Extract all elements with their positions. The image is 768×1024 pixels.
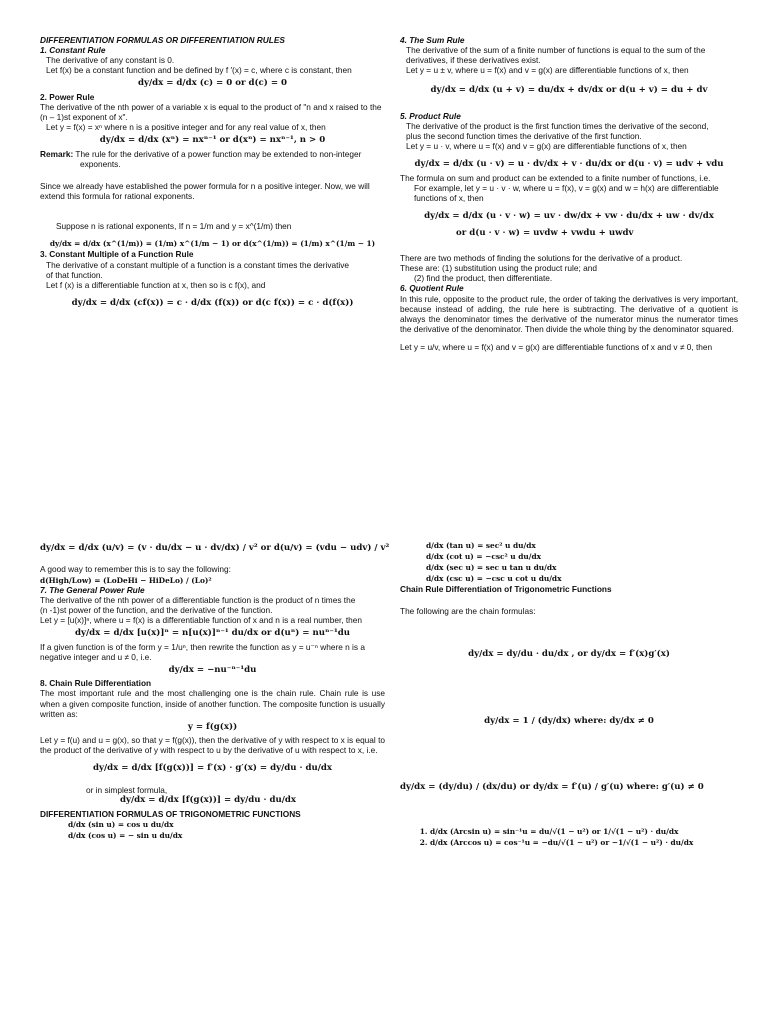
product-rule-text-4: The formula on sum and product can be extended to a finite number of functions, i.e. [400,172,711,183]
constant-multiple-heading: 3. Constant Multiple of a Function Rule [40,249,194,260]
chain-rule-text-2: Let y = f(u) and u = g(x), so that y = f(g(x)), then the derivative of y with respect to x is equal to the product of the derivative of y with respect to u by the derivative of u with respect to x, i.e. [40,735,385,756]
trig-cot-formula: d/dx (cot u) = −csc² u du/dx [426,552,542,562]
quotient-mnemonic-equation: d(High/Low) = (LoDeHi − HiDeLo) / (Lo)² [40,575,212,585]
general-power-text-3: Let y = [u(x)]ⁿ, where u = f(x) is a differentiable function of x and n is a real number, then [40,615,363,626]
general-power-text-4: If a given function is of the form y = 1/uⁿ, then rewrite the function as y = u⁻ⁿ where n is a negative integer and u ≠ 0, i.e. [40,641,365,662]
power-rule-heading: 2. Power Rule [40,91,95,102]
column-top-right [400,35,738,352]
product-rule-text-3: Let y = u · v, where u = f(x) and v = g(x) are differentiable functions of x, then [406,141,687,152]
constant-multiple-text-2: of that function. [46,269,103,280]
chain-rule-equation-1: y = f(g(x)) [187,721,238,732]
quotient-mnemonic [40,564,385,584]
chain-intro-text: The following are the chain formulas: [400,606,536,617]
general-power-text-2: (n -1)st power of the function, and the derivative of the function. [40,604,273,615]
quotient-mnemonic-text: A good way to remember this is to say the following: [40,564,231,575]
chain-trig-heading: Chain Rule Differentiation of Trigonometric Functions [400,584,612,595]
power-rule-equation: dy/dx = d/dx (xⁿ) = nxⁿ⁻¹ or d(xⁿ) = nxⁿ⁻¹, n > 0 [99,135,326,146]
product-rule-text-6: There are two methods of finding the solutions for the derivative of a product. [400,253,683,264]
trig-sin-formula: d/dx (sin u) = cos u du/dx [68,819,174,829]
quotient-rule-equation: dy/dx = d/dx (u/v) = (v · du/dx − u · dv/dx) / v² or d(u/v) = (vdu − udv) / v² [40,543,390,553]
sum-rule-text-1: The derivative of the sum of a finite number of functions is equal to the sum of the derivatives, if these derivatives exist. [406,45,706,66]
power-rule-text-2: Let y = f(x) = xⁿ where n is a positive integer and for any real value of x, then [46,122,326,133]
chain-rule-equation-3: dy/dx = d/dx [f(g(x))] = dy/du · du/dx [120,795,297,806]
constant-rule-text-2: Let f(x) be a constant function and be defined by f ′(x) = c, where c is constant, then [46,65,352,76]
sum-rule-equation: dy/dx = d/dx (u + v) = du/dx + dv/dx or d(u + v) = du + dv [430,85,708,96]
chain-formula-1: dy/dx = dy/du · du/dx , or dy/dx = f′(x)g′(x) [468,649,670,660]
trig-cos-formula: d/dx (cos u) = − sin u du/dx [68,830,183,840]
product-rule-heading: 5. Product Rule [400,110,461,121]
inverse-arcsin-formula: 1. d/dx (Arcsin u) = sin⁻¹u = du/√(1 − u²) or 1/√(1 − u²) · du/dx [430,826,738,837]
power-rule-text-3: Since we already have established the power formula for n a positive integer. Now, we will [40,181,370,192]
power-rule-text-4: extend this formula for rational exponents. [40,191,195,202]
constant-multiple-text-3: Let f (x) is a differentiable function at x, then so is c f(x), and [46,279,266,290]
general-power-rule-heading: 7. The General Power Rule [40,584,145,595]
constant-multiple-text-1: The derivative of a constant multiple of a function is a constant times the derivative [46,259,349,270]
column-bottom-right [400,540,738,848]
product-rule-text-5: For example, let y = u · v · w, where u = f(x), v = g(x) and w = h(x) are differentiable functions of x, then [414,182,719,204]
column-top-left [40,35,385,311]
chain-rule-text-1: The most important rule and the most challenging one is the chain rule. Chain rule is use when a given composite function, inside of another function. The composite function is usually written as: [40,688,385,719]
product-rule-text-2: plus the second function times the derivative of the first function. [406,131,642,142]
trig-sec-formula: d/dx (sec u) = sec u tan u du/dx [426,563,557,573]
quotient-rule-text-1: In this rule, opposite to the product rule, the order of taking the derivatives is very important, because instead of adding, the rule here is subtracting. The derivative of a quotient is always the denominator times the derivative of the numerator minus the numerator times the derivative of the denominator. Then divide the whole thing by the denominator squared. [400,293,738,334]
page-title: DIFFERENTIATION FORMULAS OR DIFFERENTIATION RULES [40,35,285,45]
chain-rule-equation-2: dy/dx = d/dx [f(g(x))] = f′(x) · g′(x) = dy/du · du/dx [93,763,332,774]
product-rule-equation: dy/dx = d/dx (u · v) = u · dv/dx + v · du/dx or d(u · v) = udv + vdu [414,159,724,170]
general-power-equation: dy/dx = d/dx [u(x)]ⁿ = n[u(x)]ⁿ⁻¹ du/dx or d(uⁿ) = nuⁿ⁻¹du [75,628,350,639]
chain-formula-3: dy/dx = (dy/du) / (dx/du) or dy/dx = f′(u) / g′(u) where: g′(u) ≠ 0 [400,782,704,793]
chain-formula-2: dy/dx = 1 / (dy/dx) where: dy/dx ≠ 0 [484,715,654,726]
constant-multiple-equation: dy/dx = d/dx (cf(x)) = c · d/dx (f(x)) or d(c f(x)) = c · d(f(x)) [71,297,354,308]
constant-rule-heading: 1. Constant Rule [40,45,106,56]
sum-rule-heading: 4. The Sum Rule [400,35,465,45]
quotient-rule-heading: 6. Quotient Rule [400,283,464,294]
power-rule-text-1: The derivative of the nth power of a variable x is equal to the product of "n and x raised to the (n – 1)st exponent of x". [40,102,382,123]
product-rule-equation-2: dy/dx = d/dx (u · v · w) = uv · dw/dx + vw · du/dx + uw · dv/dx [424,211,714,222]
quotient-rule-text-2: Let y = u/v, where u = f(x) and v = g(x) are differentiable functions of x and v ≠ 0, then [400,342,713,353]
trig-tan-formula: d/dx (tan u) = sec² u du/dx [426,541,536,550]
general-power-equation-2: dy/dx = −nu⁻ⁿ⁻¹du [168,664,257,675]
inverse-trig-list [400,826,738,848]
product-rule-text-8: (2) find the product, then differentiate. [414,273,553,284]
constant-rule-equation: dy/dx = d/dx (c) = 0 or d(c) = 0 [137,78,288,89]
constant-rule-text-1: The derivative of any constant is 0. [46,55,175,66]
product-rule-equation-3: or d(u · v · w) = uvdw + vwdu + uwdv [456,227,634,238]
power-rule-rational-equation: dy/dx = d/dx (x^(1/m)) = (1/m) x^(1/m − 1) or d(x^(1/m)) = (1/m) x^(1/m − 1) [49,239,376,249]
trig-heading: DIFFERENTIATION FORMULAS OF TRIGONOMETRIC FUNCTIONS [40,808,301,819]
inverse-arccos-formula: 2. d/dx (Arccos u) = cos⁻¹u = −du/√(1 − u²) or −1/√(1 − u²) · du/dx [430,837,738,848]
product-rule-text-7: These are: (1) substitution using the product rule; and [400,263,597,274]
column-bottom-left [40,540,390,841]
product-rule-text-1: The derivative of the product is the first function times the derivative of the second, [406,121,709,132]
power-rule-remark: Remark: The rule for the derivative of a power function may be extended to non-integer [40,148,362,159]
general-power-text-1: The derivative of the nth power of a differentiable function is the product of n times the [40,594,356,605]
power-rule-text-5: Suppose n is rational exponents, If n = 1/m and y = x^(1/m) then [56,221,292,232]
sum-rule-text-2: Let y = u ± v, where u = f(x) and v = g(x) are differentiable functions of x, then [406,65,689,76]
trig-csc-formula: d/dx (csc u) = −csc u cot u du/dx [426,574,562,584]
chain-rule-text-3: or in simplest formula, [86,784,168,795]
chain-rule-heading: 8. Chain Rule Differentiation [40,678,152,689]
power-rule-remark-cont: exponents. [80,158,121,169]
